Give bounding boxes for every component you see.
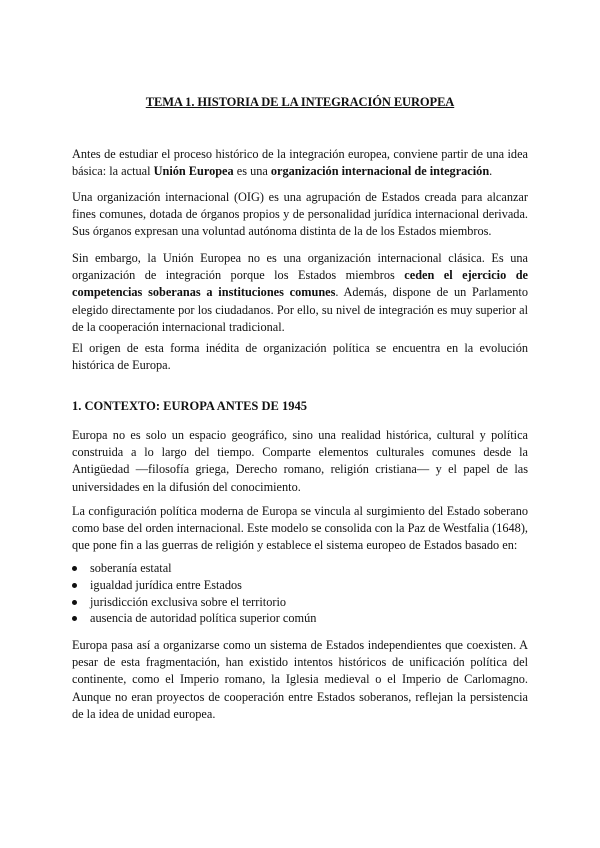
intro-p1-bold-oii: organización internacional de integración [270,164,490,179]
page-title: TEMA 1. HISTORIA DE LA INTEGRACIÓN EUROPEA [145,95,455,109]
list-item [72,560,528,577]
intro-p1-text-a: Antes de estudiar el proceso histórico de la integración europea, conviene partir de una idea básica: la actual [72,147,528,179]
bullet-icon [72,566,77,571]
bullet-icon [72,616,77,621]
list-item [72,594,528,611]
intro-p1-bold-ue: Unión Europea [153,164,234,179]
section-1-heading: 1. CONTEXTO: EUROPA ANTES DE 1945 [72,399,307,413]
intro-paragraph-1 [72,146,528,180]
intro-p3-bold: ceden el ejercicio de competencias soberanas a instituciones comunes [72,268,528,300]
intro-p3-text-c: . Además, dispone de un Parlamento elegido directamente por los ciudadanos. Por ello, su nivel de integración es muy superior al de la cooperación internacional tradicional. [72,285,529,334]
intro-paragraph-4: El origen de esta forma inédita de organización política se encuentra en la evolución histórica de Europa. [72,341,528,373]
intro-p1-text-c: es una [233,164,271,179]
bullet-icon [72,583,77,588]
list-item [72,610,528,627]
section-1-paragraph-2: La configuración política moderna de Europa se vincula al surgimiento del Estado soberano como base del orden internacional. Este modelo se consolida con la Paz de Westfalia (1648), que pone fin a las guerras de religión y establece el sistema europeo de Estados basado en: [72,504,528,553]
list-item-text: ausencia de autoridad política superior común [90,611,317,626]
intro-paragraph-3 [72,250,528,336]
section-1-paragraph-3: Europa pasa así a organizarse como un sistema de Estados independientes que coexisten. A pesar de esta fragmentación, han existido intentos históricos de unificación política del continente, como el Imperio romano, la Iglesia medieval o el Imperio de Carlomagno. Aunque no eran proyectos de cooperación entre Estados soberanos, reflejan la persistencia de la idea de unidad europea. [72,638,528,721]
list-item-text: jurisdicción exclusiva sobre el territorio [90,594,287,609]
intro-paragraph-2: Una organización internacional (OIG) es una agrupación de Estados creada para alcanzar fines comunes, dotada de órganos propios y de personalidad jurídica internacional derivada. Sus órganos expresan una voluntad autónoma distinta de la de los Estados miembros. [72,190,528,239]
list-item-text: igualdad jurídica entre Estados [90,577,242,592]
intro-p1-text-e: . [489,164,493,179]
section-1-bullet-list [72,560,528,627]
list-item [72,577,528,594]
intro-p3-text-a: Sin embargo, la Unión Europea no es una organización internacional clásica. Es una organización de integración porque los Estados miembros [72,251,528,283]
list-item-text: soberanía estatal [90,561,172,575]
section-1-paragraph-1: Europa no es solo un espacio geográfico, sino una realidad histórica, cultural y política construida a lo largo del tiempo. Comparte elementos culturales comunes desde la Antigüedad —filosofía griega, Derecho romano, religión cristiana— y el papel de las universidades en la difusión del conocimiento. [72,428,528,494]
bullet-icon [72,600,77,605]
